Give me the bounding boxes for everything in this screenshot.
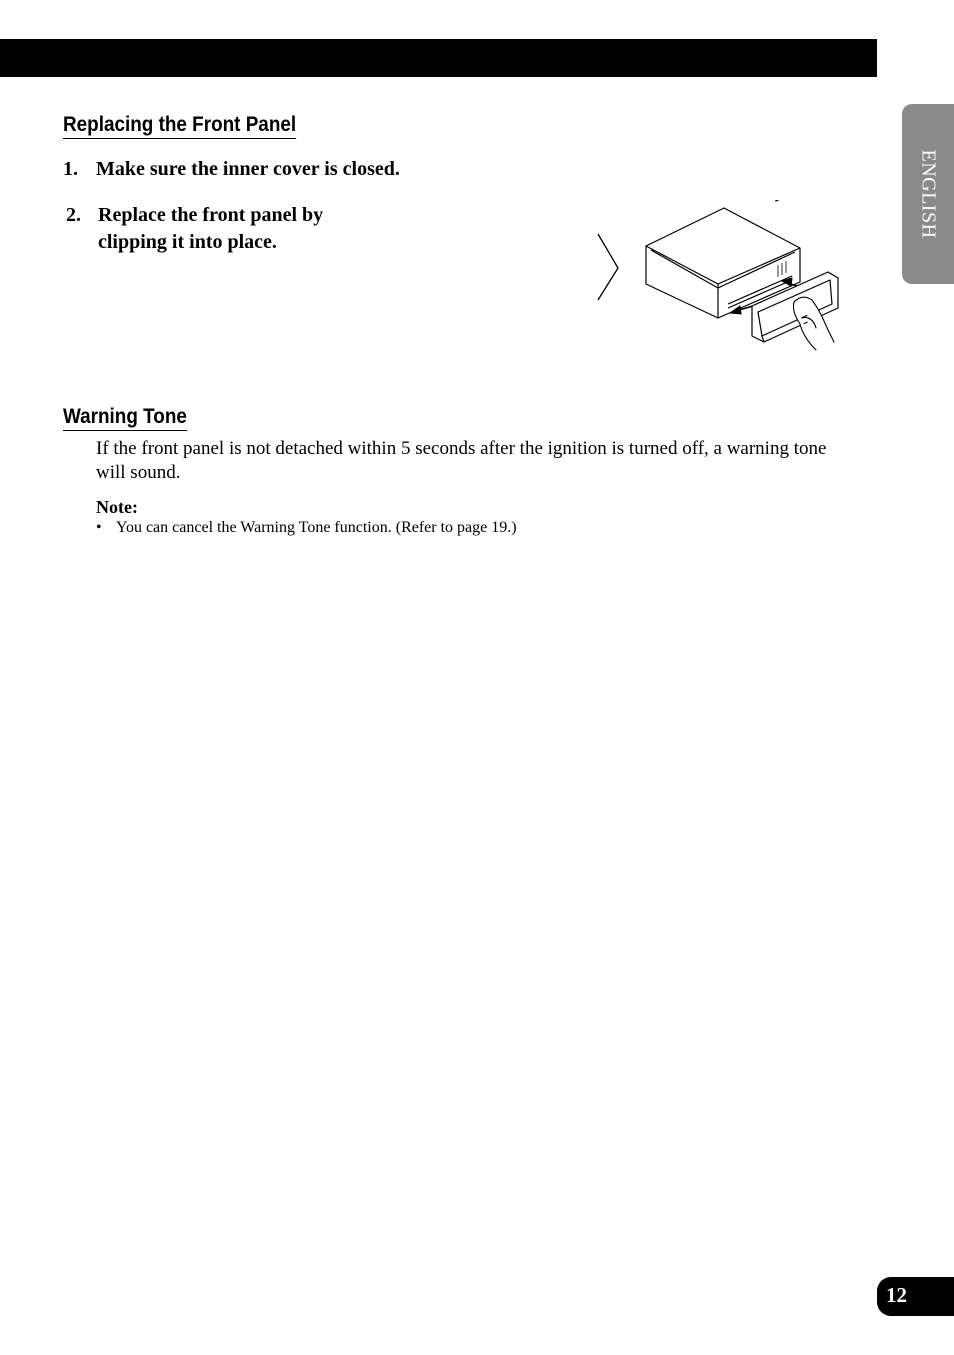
bullet-icon: • (96, 519, 102, 536)
step-2 (66, 202, 386, 256)
note-label: Note: (96, 497, 138, 517)
warning-tone-paragraph: If the front panel is not detached within 5 seconds after the ignition is turned off, a warning tone will sound. (96, 438, 827, 483)
step-2-text: Replace the front panel by clipping it into place. (98, 204, 324, 253)
pointer-triangle-icon (598, 234, 618, 300)
step-2-number: 2. (66, 204, 81, 226)
page-number-badge (877, 1277, 954, 1316)
note-list-item (96, 519, 517, 537)
panel-replacement-illustration (594, 200, 844, 360)
note-item-text: You can cancel the Warning Tone function. (Refer to page 19.) (116, 519, 517, 536)
language-tab-label: ENGLISH (917, 149, 940, 239)
section-heading-replacing-front-panel: Replacing the Front Panel (63, 113, 296, 139)
step-1 (63, 156, 483, 183)
language-tab (902, 104, 954, 284)
header-bar (0, 39, 877, 77)
page-number: 12 (886, 1283, 907, 1307)
step-1-number: 1. (63, 158, 78, 180)
section-heading-warning-tone: Warning Tone (63, 405, 187, 431)
step-1-text: Make sure the inner cover is closed. (96, 158, 400, 180)
